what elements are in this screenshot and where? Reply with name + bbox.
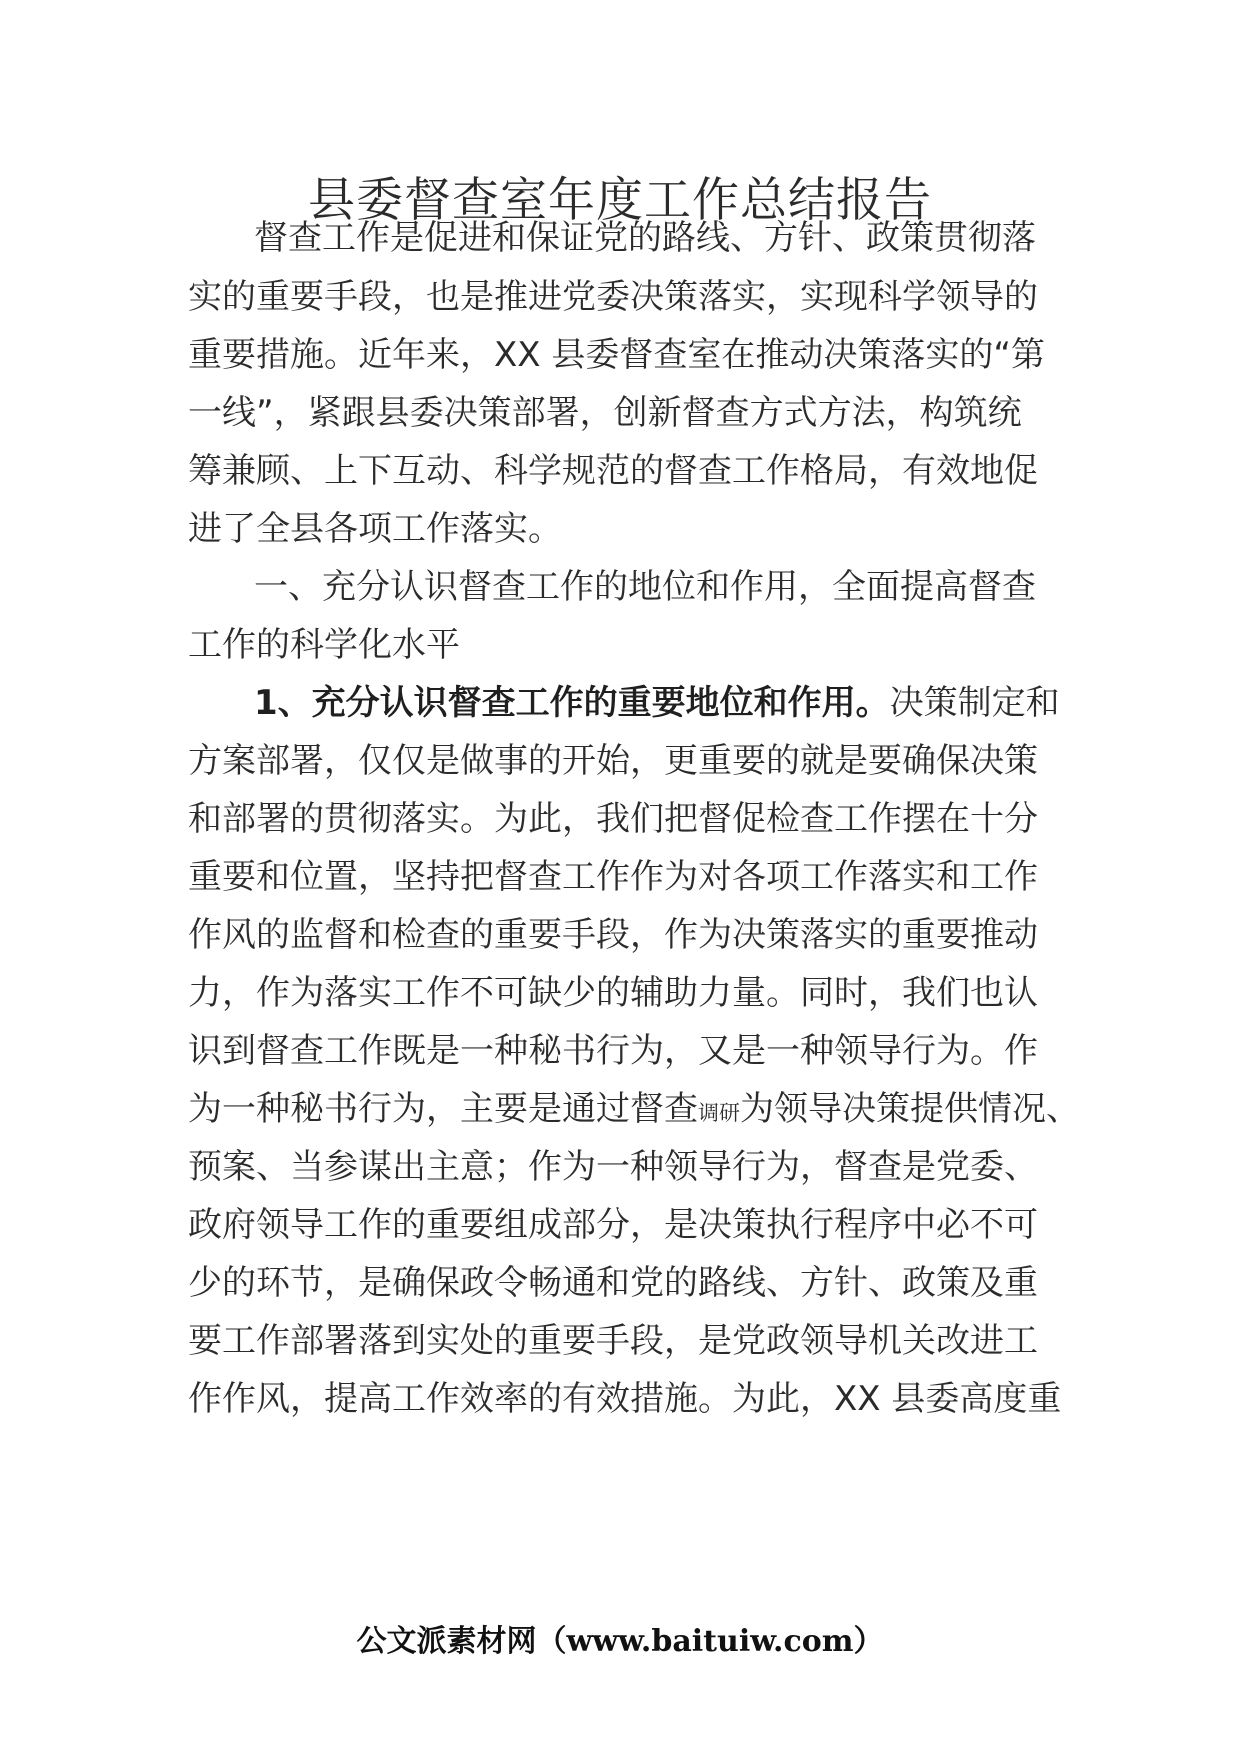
paragraph-line: 筹兼顾、上下互动、科学规范的督查工作格局，有效地促 [188, 451, 1038, 491]
paragraph-line: 一线”，紧跟县委决策部署，创新督查方式方法，构筑统 [188, 393, 1022, 433]
section-heading-line: 一、充分认识督查工作的地位和作用，全面提高督查 [254, 567, 1036, 607]
paragraph-text: 为一种秘书行为，主要是通过督查 [188, 1089, 698, 1129]
paragraph-line: 重要和位置，坚持把督查工作作为对各项工作落实和工作 [188, 857, 1038, 897]
paragraph-line: 实的重要手段，也是推进党委决策落实，实现科学领导的 [188, 277, 1038, 317]
paragraph-text: 为领导决策提供情况、 [740, 1089, 1080, 1129]
paragraph-line: 力，作为落实工作不可缺少的辅助力量。同时，我们也认 [188, 973, 1038, 1013]
paragraph-line: 作风的监督和检查的重要手段，作为决策落实的重要推动 [188, 915, 1038, 955]
paragraph-line: 重要措施。近年来，XX 县委督查室在推动决策落实的“第 [188, 335, 1046, 375]
paragraph-line: 识到督查工作既是一种秘书行为，又是一种领导行为。作 [188, 1031, 1038, 1071]
paragraph-line: 作作风，提高工作效率的有效措施。为此，XX 县委高度重 [188, 1379, 1062, 1419]
paragraph-line: 和部署的贯彻落实。为此，我们把督促检查工作摆在十分 [188, 799, 1038, 839]
paragraph-line: 进了全县各项工作落实。 [188, 509, 562, 549]
document-title: 县委督查室年度工作总结报告 [308, 173, 932, 228]
paragraph-line: 要工作部署落到实处的重要手段，是党政领导机关改进工 [188, 1321, 1038, 1361]
footer-watermark: 公文派素材网（www.baituiw.com） [356, 1624, 884, 1659]
paragraph-text: 决策制定和 [889, 683, 1060, 723]
section-heading-line: 工作的科学化水平 [188, 625, 460, 665]
paragraph-line: 方案部署，仅仅是做事的开始，更重要的就是要确保决策 [188, 741, 1038, 781]
subheading-bold: 1、充分认识督查工作的重要地位和作用。 [254, 683, 890, 723]
paragraph-line: 预案、当参谋出主意；作为一种领导行为，督查是党委、 [188, 1147, 1038, 1187]
paragraph-line [188, 1084, 1080, 1134]
paragraph-line [254, 678, 1060, 728]
paragraph-line: 督查工作是促进和保证党的路线、方针、政策贯彻落 [254, 218, 1036, 258]
small-inline-text: 调研 [698, 1101, 740, 1125]
paragraph-line: 少的环节，是确保政令畅通和党的路线、方针、政策及重 [188, 1263, 1038, 1303]
paragraph-line: 政府领导工作的重要组成部分，是决策执行程序中必不可 [188, 1205, 1038, 1245]
